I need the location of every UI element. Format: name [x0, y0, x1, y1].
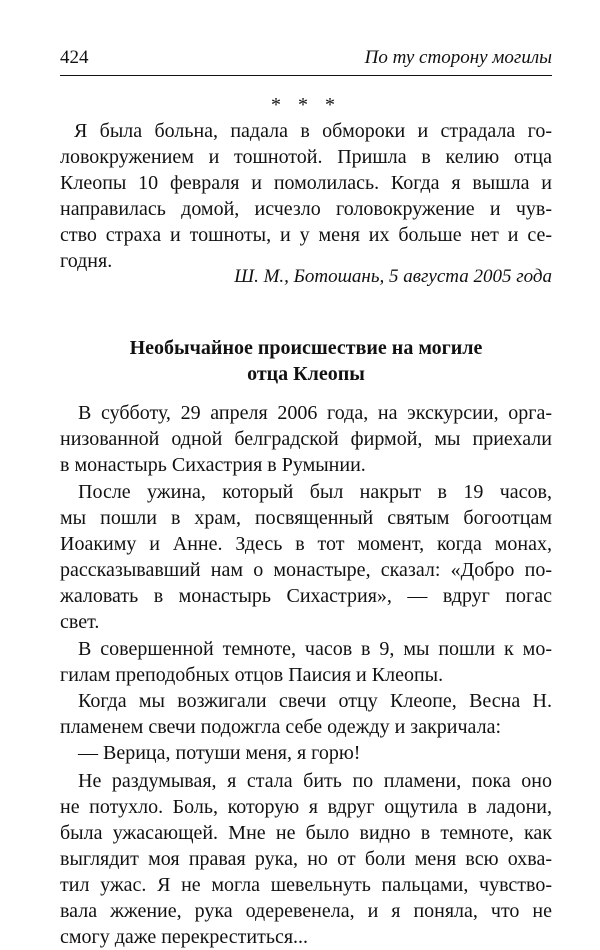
text-line: низованной одной белградской фирмой, мы приехали — [60, 428, 552, 450]
paragraph — [60, 636, 552, 688]
paragraph — [60, 768, 552, 950]
text-line: ство страха и тошноты, и у меня их больше нет и се- — [60, 224, 552, 246]
heading-line: отца Клеопы — [247, 363, 365, 385]
text-line: жаловать в монастырь Сихастрия», — вдруг погас — [60, 585, 552, 607]
text-line: гилам преподобных отцов Паисия и Клеопы. — [60, 664, 444, 686]
text-line: пламенем свечи подожгла себе одежду и закричала: — [60, 716, 502, 738]
page-number: 424 — [60, 47, 89, 68]
text-line: была ужасающей. Мне не было видно в темноте, как — [60, 822, 552, 844]
text-line: Клеопы 10 февраля и помолилась. Когда я вышла и — [60, 172, 552, 194]
running-title: По ту сторону могилы — [364, 47, 552, 68]
text-line: После ужина, который был накрыт в 19 часов, — [78, 481, 552, 503]
text-line: смогу даже перекреститься... — [60, 926, 309, 948]
paragraph — [60, 400, 552, 478]
text-line: тил ужас. Я не могла шевельнуть пальцами, чувство- — [60, 874, 552, 896]
text-line: годня. — [60, 250, 113, 272]
page-header — [60, 42, 552, 74]
section-separator: * * * — [271, 94, 341, 116]
text-line: Не раздумывая, я стала бить по пламени, пока оно — [78, 770, 552, 792]
text-line: мы пошли в храм, посвященный святым богоотцам — [60, 507, 552, 529]
text-line: в монастырь Сихастрия в Румынии. — [60, 454, 366, 476]
paragraph — [60, 688, 552, 740]
paragraph — [60, 740, 552, 766]
testimony-paragraph — [60, 118, 552, 274]
heading-line: Необычайное происшествие на могиле — [129, 337, 483, 359]
testimony-signature: Ш. М., Ботошань, 5 августа 2005 года — [234, 266, 552, 287]
text-line: направилась домой, исчезло головокружение и чув- — [60, 198, 552, 220]
section-heading — [60, 335, 552, 387]
text-line: Когда мы возжигали свечи отцу Клеопе, Весна Н. — [78, 690, 552, 712]
text-line: Я была больна, падала в обмороки и страдала го- — [74, 120, 552, 142]
text-line: рассказывавший нам о монастыре, сказал: «Добро по- — [60, 559, 552, 581]
text-line: — Верица, потуши меня, я горю! — [78, 742, 361, 764]
text-line: вала жжение, рука одеревенела, и я поняла, что не — [60, 900, 552, 922]
text-line: В совершенной темноте, часов в 9, мы пошли к мо- — [78, 638, 552, 660]
text-line: свет. — [60, 611, 100, 633]
text-line: ловокружением и тошнотой. Пришла в келию отца — [60, 146, 552, 168]
text-line: не потухло. Боль, которую я вдруг ощутила в ладони, — [60, 796, 552, 818]
text-line: Иоакиму и Анне. Здесь в тот момент, когда монах, — [60, 533, 552, 555]
paragraph — [60, 479, 552, 635]
header-rule — [60, 75, 552, 76]
text-line: В субботу, 29 апреля 2006 года, на экскурсии, орга- — [78, 402, 552, 424]
text-line: выглядит моя правая рука, но от боли меня всю охва- — [60, 848, 552, 870]
